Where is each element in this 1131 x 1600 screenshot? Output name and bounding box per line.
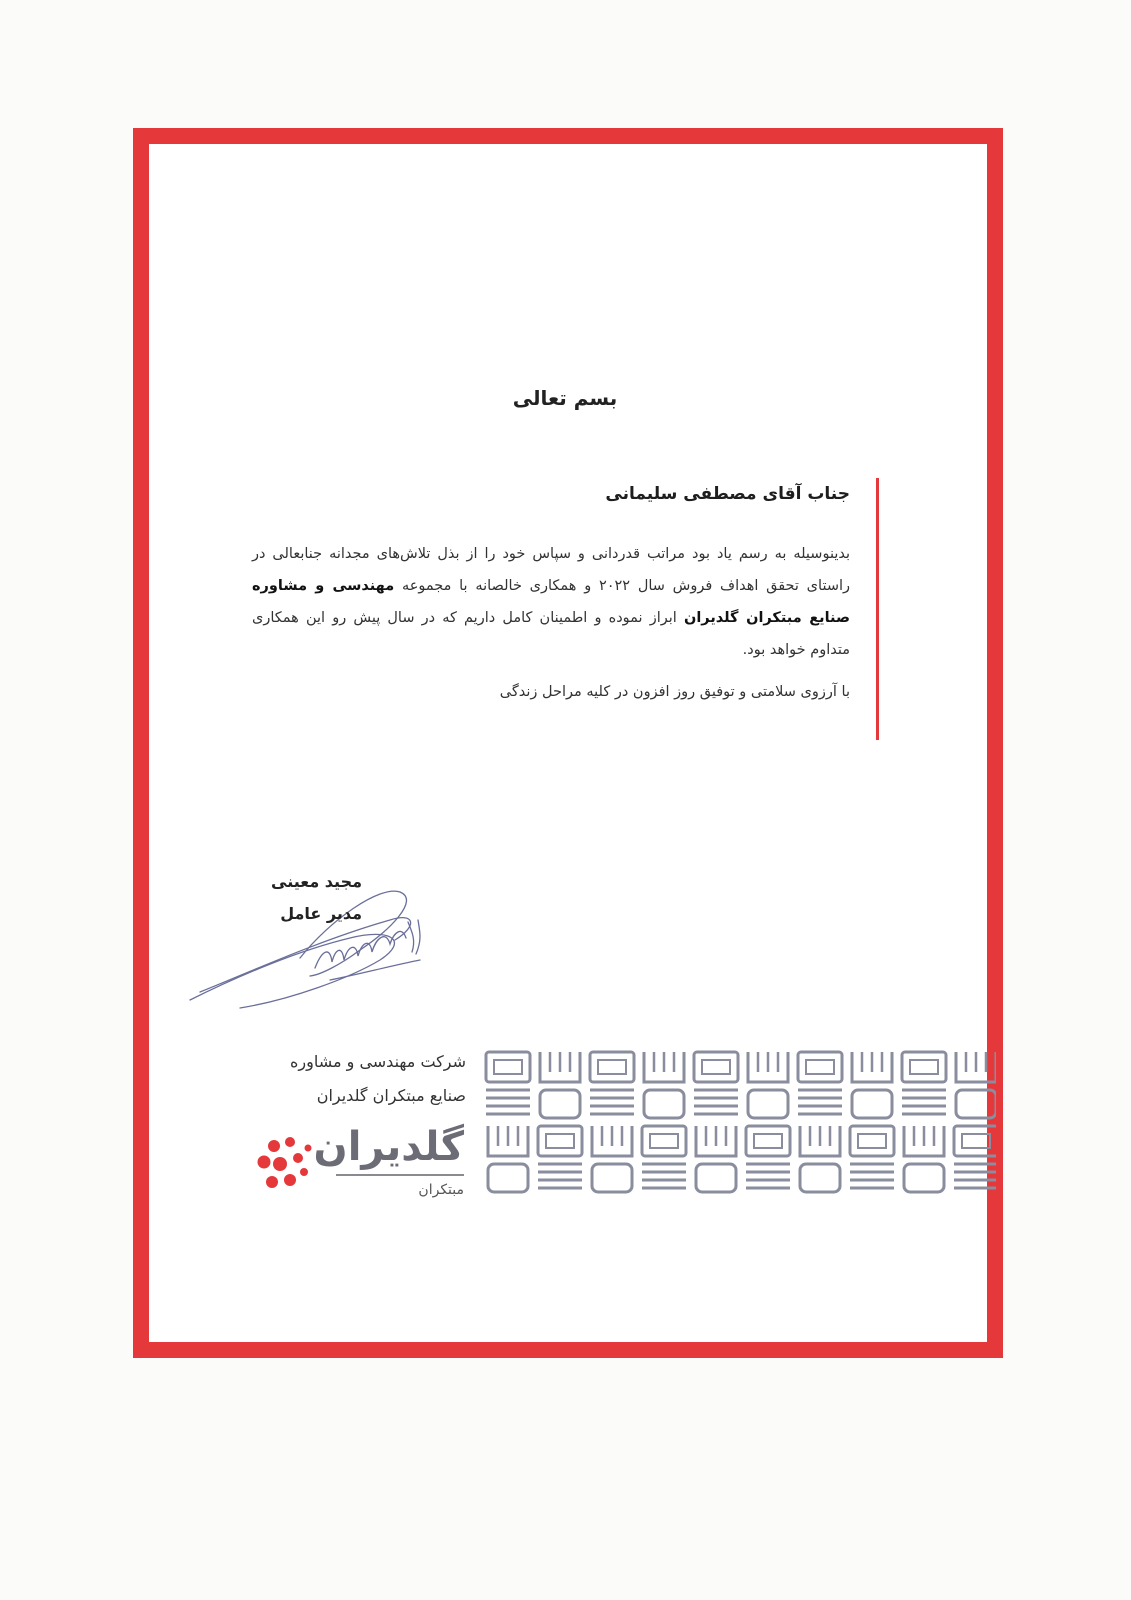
decorative-pattern <box>484 1050 996 1196</box>
company-name-line2: صنایع مبتکران گلدیران <box>316 1086 466 1105</box>
closing-line: با آرزوی سلامتی و توفیق روز افزون در کلیه مراحل زندگی <box>499 684 850 700</box>
body-text-part1: بدینوسیله به رسم یاد بود مراتب قدردانی و سپاس خود را از بذل تلاش‌های مجدانه جنابعالی در راستای تحقق اهداف فروش سال ۲۰۲۲ و همکاری خالصانه با مجموعه <box>252 546 850 594</box>
logo-subtitle: مبتکران <box>418 1182 464 1198</box>
heading: بسم تعالی <box>512 386 618 410</box>
letter-block <box>252 478 879 740</box>
logo-divider <box>336 1174 464 1176</box>
logo-wordmark: گلدیران <box>313 1124 464 1170</box>
body-text-company: مهندسی و مشاوره صنایع مبتکران گلدیران <box>252 578 850 626</box>
company-name-line1: شرکت مهندسی و مشاوره <box>289 1052 466 1071</box>
signer-name: مجید معینی <box>271 872 362 891</box>
addressee: جناب آقای مصطفی سلیمانی <box>605 484 850 504</box>
body-text-part2: ابراز نموده و اطمینان کامل داریم که در سال پیش رو این همکاری متداوم خواهد بود. <box>252 610 850 658</box>
letter-body <box>252 538 850 666</box>
signature-image <box>180 880 460 1030</box>
signer-title: مدیر عامل <box>280 904 362 923</box>
